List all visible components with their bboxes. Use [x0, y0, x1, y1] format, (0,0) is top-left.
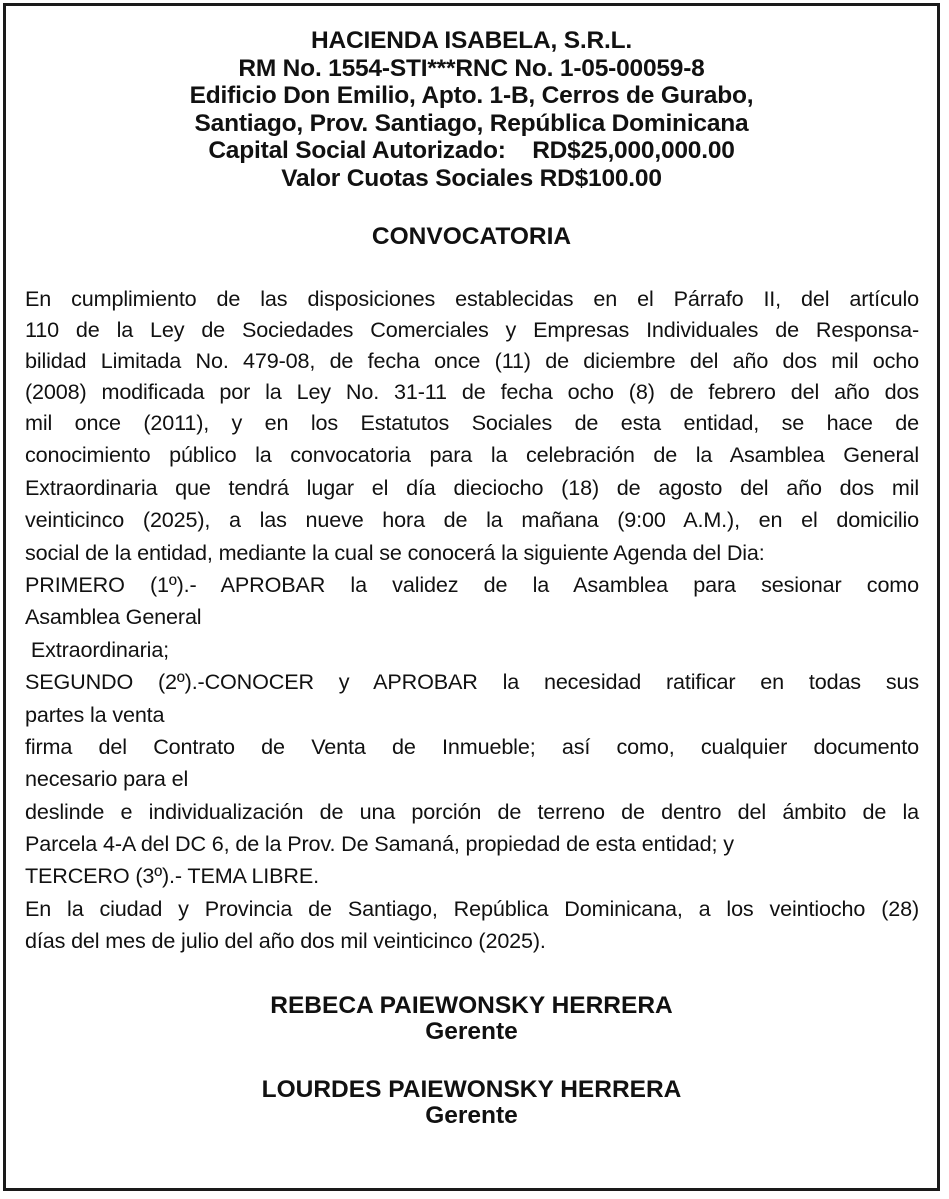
body-line: necesario para el	[25, 766, 189, 792]
authorized-capital: Capital Social Autorizado: RD$25,000,000.00	[208, 137, 735, 164]
signatory-2	[0, 1077, 943, 1129]
shares-value: Valor Cuotas Sociales RD$100.00	[281, 164, 662, 192]
body-line: bilidad Limitada No. 479-08, de fecha once (11) de diciembre del año dos mil ocho	[25, 348, 919, 373]
notice-title: CONVOCATORIA	[371, 223, 572, 250]
agenda-item-third: TERCERO (3º).- TEMA LIBRE.	[25, 863, 319, 889]
body-line: (2008) modificada por la Ley No. 31-11 de fecha ocho (8) de febrero del año dos	[25, 379, 919, 404]
body-line: Parcela 4-A del DC 6, de la Prov. De Samaná, propiedad de esta entidad; y	[25, 831, 734, 857]
body-line: 110 de la Ley de Sociedades Comerciales y Empresas Individuales de Responsa-	[25, 317, 919, 342]
body-line: mil once (2011), y en los Estatutos Sociales de esta entidad, se hace de	[25, 410, 919, 435]
body-line: veinticinco (2025), a las nueve hora de la mañana (9:00 A.M.), en el domicilio	[25, 507, 919, 533]
closing-line: En la ciudad y Provincia de Santiago, República Dominicana, a los veintiocho (28)	[25, 895, 919, 921]
body-line: social de la entidad, mediante la cual se conocerá la siguiente Agenda del Dia:	[25, 539, 765, 565]
body-line: partes la venta	[25, 701, 165, 727]
company-name: HACIENDA ISABELA, S.R.L.	[311, 27, 632, 54]
signatory-name: REBECA PAIEWONSKY HERRERA	[270, 992, 673, 1019]
body-line: deslinde e individualización de una porción de terreno de dentro del ámbito de la	[25, 798, 919, 824]
body-line: En cumplimiento de las disposiciones establecidas en el Párrafo II, del artículo	[25, 286, 919, 311]
agenda-item-second: SEGUNDO (2º).-CONOCER y APROBAR la necesidad ratificar en todas sus	[25, 669, 919, 695]
body-line: firma del Contrato de Venta de Inmueble; así como, cualquier documento	[25, 733, 919, 759]
signatory-role: Gerente	[425, 1102, 518, 1129]
address-line-2: Santiago, Prov. Santiago, República Dominicana	[194, 109, 749, 137]
company-header	[0, 27, 943, 192]
registry-numbers: RM No. 1554-STI***RNC No. 1-05-00059-8	[238, 54, 705, 82]
address-line-1: Edificio Don Emilio, Apto. 1-B, Cerros de Gurabo,	[189, 82, 754, 109]
body-line: conocimiento público la convocatoria para la celebración de la Asamblea General	[25, 442, 919, 468]
signatory-role: Gerente	[425, 1018, 518, 1045]
body-line: Extraordinaria que tendrá lugar el día dieciocho (18) de agosto del año dos mil	[25, 474, 919, 500]
body-line: Extraordinaria;	[25, 636, 170, 662]
signatory-1	[0, 993, 943, 1045]
signatory-name: LOURDES PAIEWONSKY HERRERA	[261, 1076, 682, 1103]
notice-body	[25, 283, 919, 958]
body-line: Asamblea General	[25, 604, 202, 630]
agenda-item-first: PRIMERO (1º).- APROBAR la validez de la Asamblea para sesionar como	[25, 571, 919, 597]
closing-line: días del mes de julio del año dos mil veinticinco (2025).	[25, 928, 546, 954]
